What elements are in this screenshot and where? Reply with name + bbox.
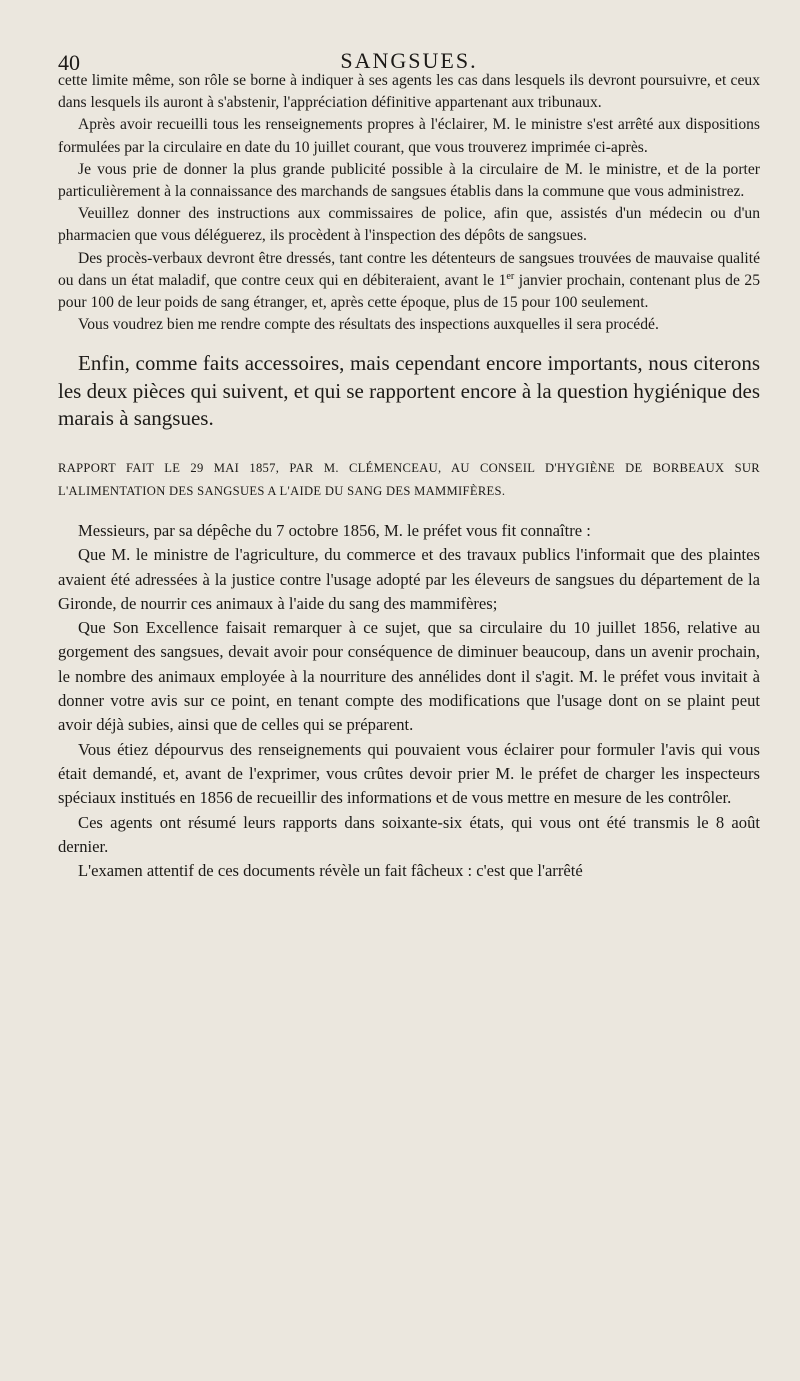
paragraph: cette limite même, son rôle se borne à indiquer à ses agents les cas dans lesquels ils devront poursuivre, et ceux dans lesquels ils auront à s'abstenir, l'appréciation définitive appartenant aux tribunaux. [58,72,760,112]
running-title: SANGSUES. [340,48,478,73]
letter-text [58,70,760,336]
page-number: 40 [58,50,80,75]
text-fragment: janvier prochain, contenant plus de 25 pour 100 de leur poids de sang étranger, et, après cette époque, plus de 15 pour 100 seulement. [58,271,761,312]
paragraph: Que Son Excellence faisait remarquer à ce sujet, que sa circulaire du 10 juillet 1856, relative au gorgement des sangsues, devait avoir pour conséquence de diminuer beaucoup, dans un avenir prochain, le nombre des animaux employée à la nourriture des annélides dont il s'agit. M. le préfet vous invitait à donner votre avis sur ce point, en tenant compte des modifications que l'usage dont on se plaint peut avoir déjà subies, ainsi que de celles qui se préparent. [58,618,760,735]
paragraph: Vous étiez dépourvus des renseignements qui pouvaient vous éclairer pour formuler l'avis qui vous était demandé, et, avant de l'exprimer, vous crûtes devoir prier M. le préfet de charger les inspecteurs spéciaux institués en 1856 de recueillir des informations et de vous mettre en mesure de les contrôler. [58,739,760,808]
paragraph: Enfin, comme faits accessoires, mais cependant encore importants, nous citerons les deux pièces qui suivent, et qui se rapportent encore à la question hygiénique des marais à sangsues. [58,351,760,431]
paragraph: L'examen attentif de ces documents révèle un fait fâcheux : c'est que l'arrêté [78,861,583,881]
superscript: er [506,270,515,282]
paragraph: Je vous prie de donner la plus grande publicité possible à la circulaire de M. le ministre, et de la porter particulièrement à la connaissance des marchands de sangsues établis dans la commune que vous administrez. [58,160,760,201]
paragraph: Ces agents ont résumé leurs rapports dans soixante-six états, qui vous ont été transmis le 8 août dernier. [58,812,760,856]
paragraph: Que M. le ministre de l'agriculture, du commerce et des travaux publics l'informait que des plaintes avaient été adressées à la justice contre l'usage adopté par les éleveurs de sangsues du département de la Gironde, de nourrir ces animaux à l'aide du sang des mammifères; [58,545,760,613]
paragraph: Vous voudrez bien me rendre compte des résultats des inspections auxquelles il sera procédé. [78,316,659,334]
paragraph: Après avoir recueilli tous les renseignements propres à l'éclairer, M. le ministre s'est arrêté aux dispositions formulées par la circulaire en date du 10 juillet courant, que vous trouverez imprimée ci-après. [58,116,760,156]
paragraph: Veuillez donner des instructions aux commissaires de police, afin que, assistés d'un médecin ou d'un pharmacien que vous déléguerez, ils procèdent à l'inspection des dépôts de sangsues. [58,205,760,245]
report-heading: RAPPORT FAIT LE 29 MAI 1857, PAR M. CLÉMENCEAU, AU CONSEIL D'HYGIÈNE DE BORBEAUX SUR L'ALIMENTATION DES SANGSUES A L'AIDE DU SANG DES MAMMIFÈRES. [58,460,760,498]
page-header [58,0,760,75]
report-text [58,519,760,883]
text-fragment: Des procès-verbaux devront être dressés, tant contre les détenteurs de sangsues trouvées de mauvaise qualité ou dans un état maladif, que contre ceux qui en débiteraient, avant le 1 [58,249,760,289]
intro-section [58,350,760,433]
paragraph: Messieurs, par sa dépêche du 7 octobre 1856, M. le préfet vous fit connaître : [78,520,591,540]
paragraph [58,248,760,315]
